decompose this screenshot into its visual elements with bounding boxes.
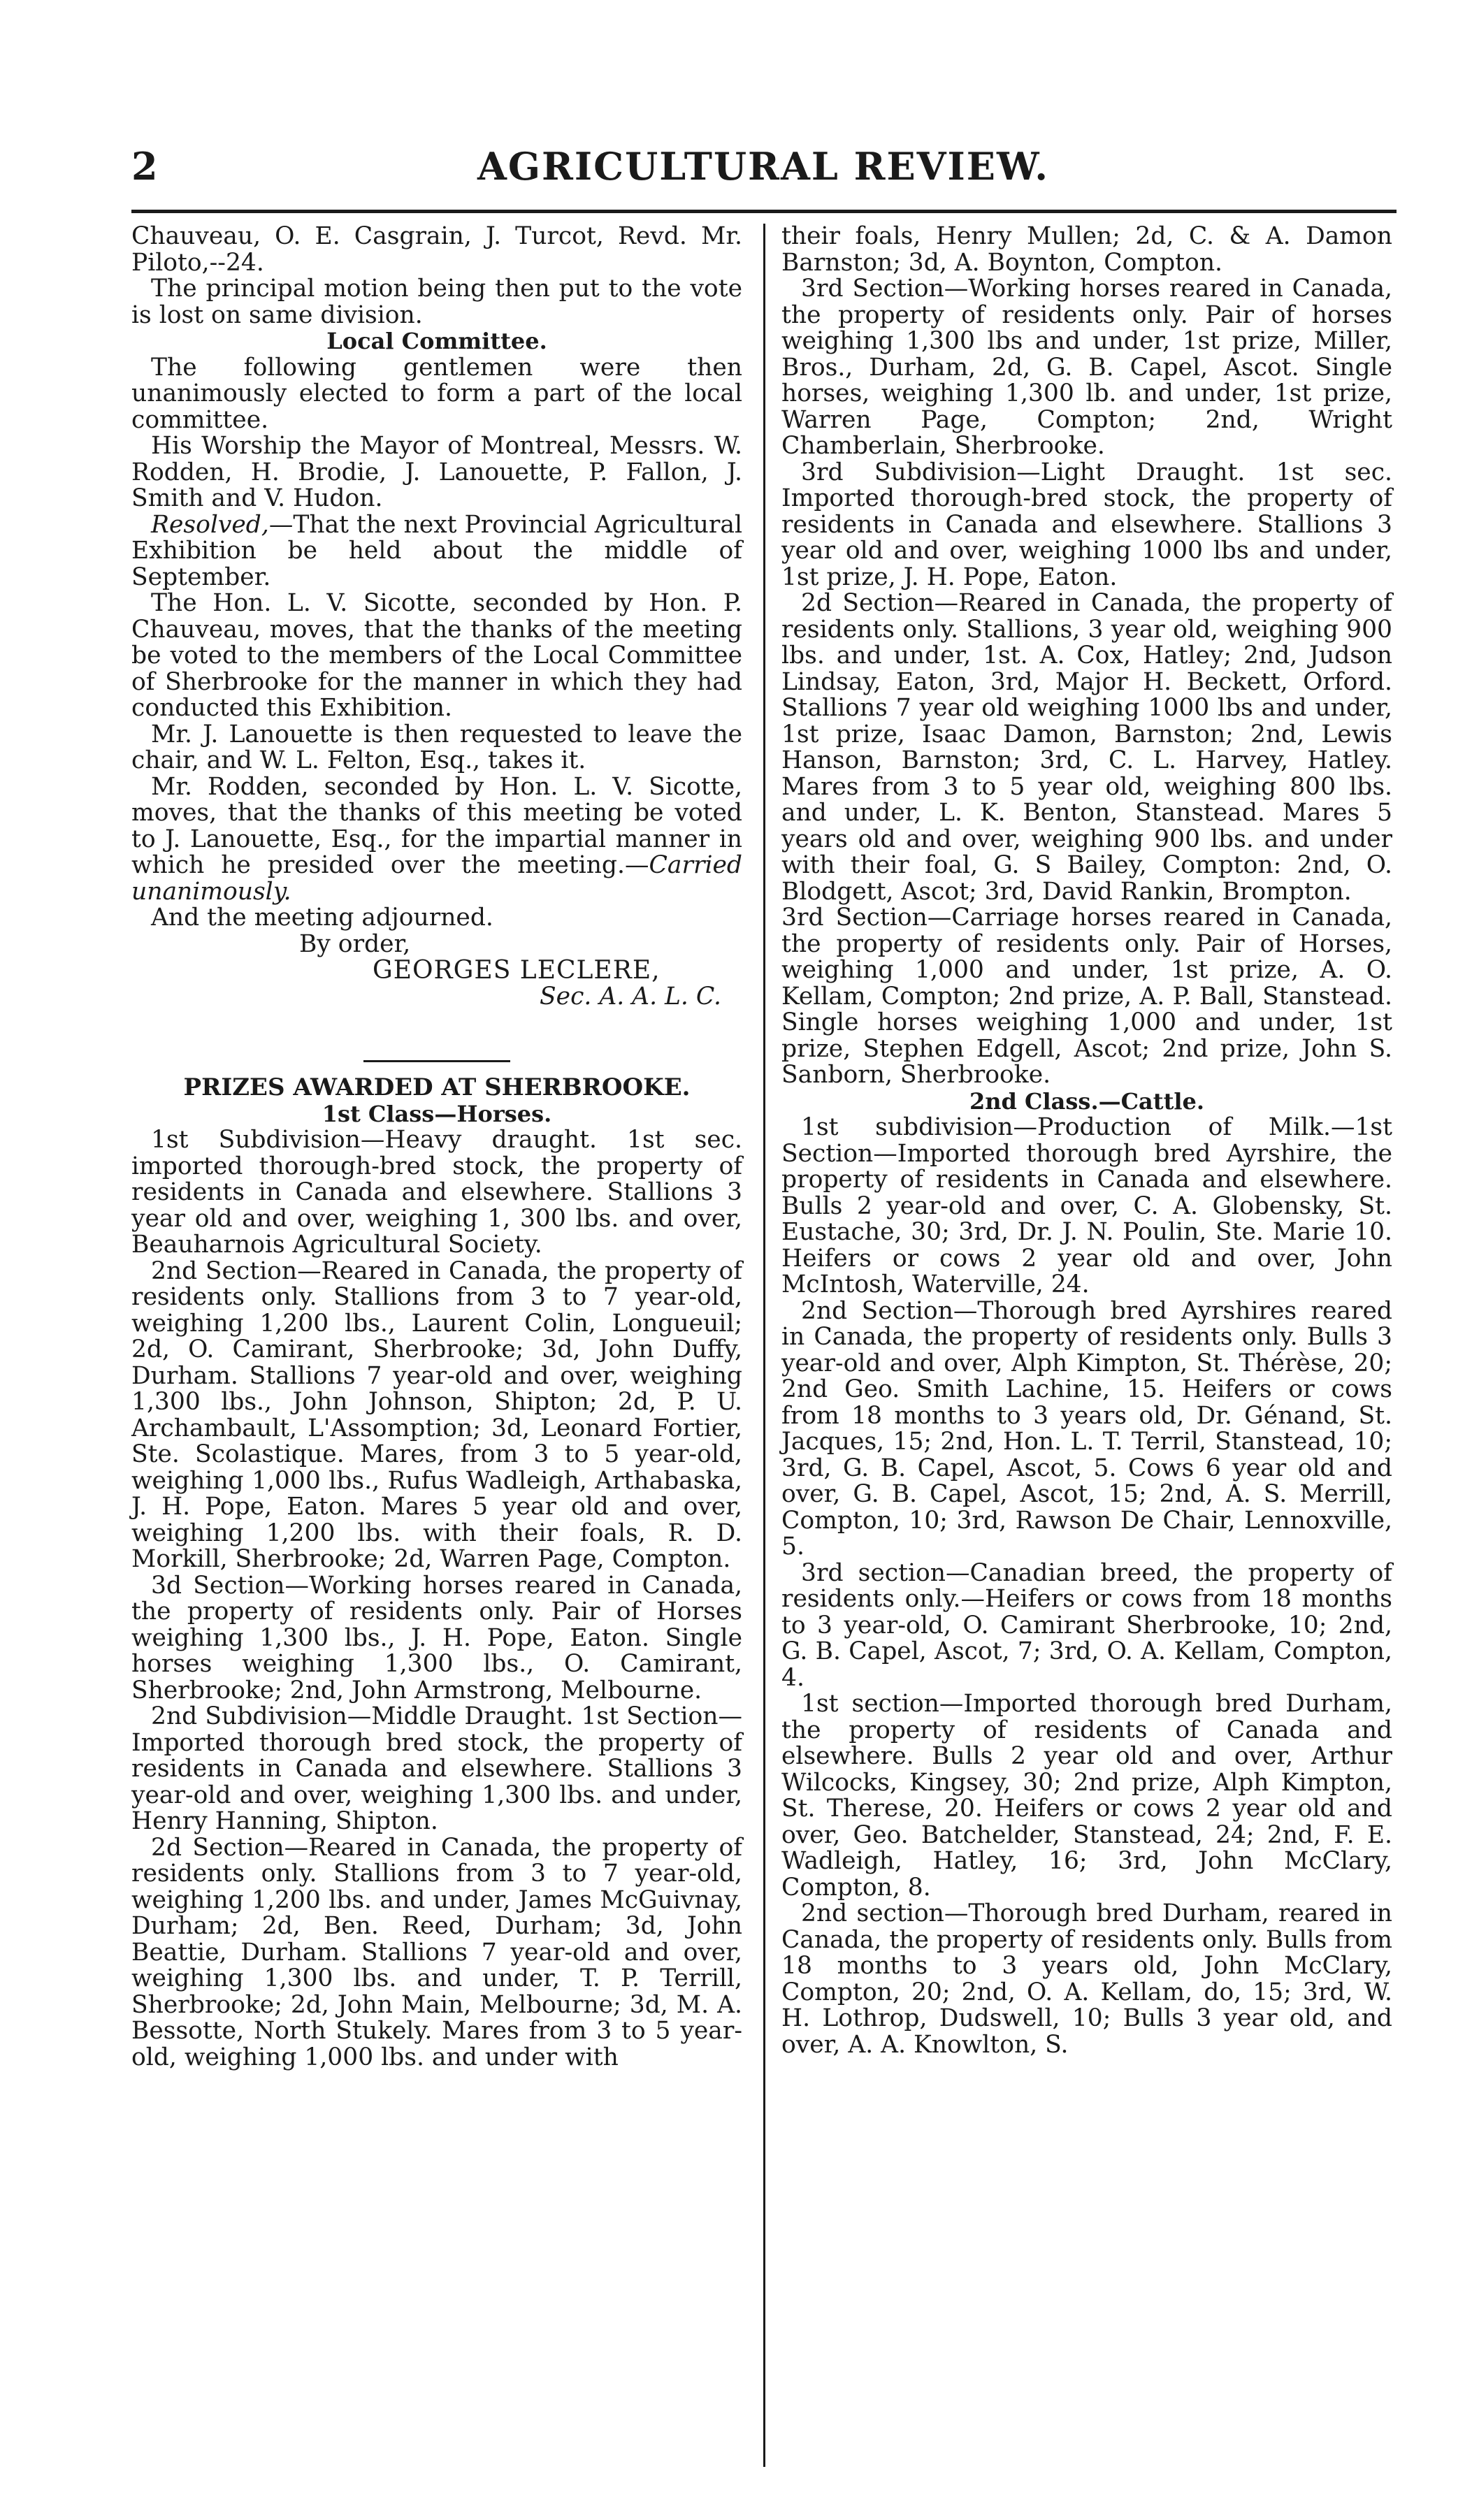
left-column: [131, 224, 742, 2071]
paragraph-text: —That the next Provincial Agricultural Exhibition be held about the middle of September.: [131, 510, 742, 591]
paragraph: The Hon. L. V. Sicotte, seconded by Hon. P. Chauveau, moves, that the thanks of the meeting be voted to the members of the Local Committee of Sherbrooke for the manner in which they had conducted this Exhibition.: [131, 589, 742, 722]
section-rule: [363, 1060, 510, 1062]
resolved-label: Resolved,: [151, 510, 269, 539]
paragraph: 3rd Section—Working horses reared in Canada, the property of residents only. Pair of horses weighing 1,300 lbs and under, 1st prize, Miller, Bros., Durham, 2d, G. B. Capel, Ascot. Single horses, weighing 1,300 lb. and under, 1st prize, Warren Page, Compton; 2nd, Wright Chamberlain, Sherbrooke.: [781, 275, 1392, 460]
paragraph: 2d Section—Reared in Canada, the property of residents only. Stallions from 3 to 7 year-old, weighing 1,200 lbs. and under, James McGuivnay, Durham; 2d, Ben. Reed, Durham; 3d, John Beattie, Durham. Stallions 7 year-old and over, weighing 1,300 lbs. and under, T. P. Terrill, Sherbrooke; 2d, John Main, Melbourne; 3d, M. A. Bessotte, North Stukely. Mares from 3 to 5 year-old, weighing 1,000 lbs. and under with: [131, 1833, 742, 2071]
header-rule: [131, 210, 1397, 213]
paragraph: 1st section—Imported thorough bred Durham, the property of residents of Canada and elsewhere. Bulls 2 year old and over, Arthur Wilcocks, Kingsey, 30; 2nd prize, Alph Kimpton, St. Therese, 20. Heifers or cows 2 year old and over, Geo. Batchelder, Stanstead, 24; 2nd, F. E. Wadleigh, Hatley, 16; 3rd, John McClary, Compton, 8.: [781, 1690, 1392, 1902]
signature-title: Sec. A. A. L. C.: [540, 982, 721, 1011]
paragraph: 1st subdivision—Production of Milk.—1st Section—Imported thorough bred Ayrshire, the property of residents in Canada and elsewhere. Bulls 2 year-old and over, C. A. Globensky, St. Eustache, 30; 3rd, Dr. J. N. Poulin, Ste. Marie 10. Heifers or cows 2 year old and over, John McIntosh, Waterville, 24.: [781, 1113, 1392, 1298]
paragraph: 2nd Subdivision—Middle Draught. 1st Section—Imported thorough bred stock, the property of residents in Canada and elsewhere. Stallions 3 year-old and over, weighing 1,300 lbs. and under, Henry Hanning, Shipton.: [131, 1702, 742, 1835]
paragraph: Mr. J. Lanouette is then requested to leave the chair, and W. L. Felton, Esq., takes it.: [131, 720, 742, 774]
paragraph: [131, 512, 742, 591]
paragraph-text: Mr. Rodden, seconded by Hon. L. V. Sicotte, moves, that the thanks of this meeting be voted to J. Lanouette, Esq., for the impartial manner in which he presided over the meeting.—: [131, 772, 742, 879]
right-column: [781, 224, 1392, 2058]
paragraph: 3rd Section—Carriage horses reared in Canada, the property of residents only. Pair of Horses, weighing 1,000 and under, 1st prize, A. O. Kellam, Compton; 2nd prize, A. P. Ball, Stanstead. Single horses weighing 1,000 and under, 1st prize, Stephen Edgell, Ascot; 2nd prize, John S. Sanborn, Sherbrooke.: [781, 904, 1392, 1089]
paragraph: Chauveau, O. E. Casgrain, J. Turcot, Revd. Mr. Piloto,--24.: [131, 222, 742, 277]
signature-by-order: By order,: [299, 929, 411, 958]
carried-text: Carried unanimously.: [131, 851, 742, 906]
paragraph: 3d Section—Working horses reared in Canada, the property of residents only. Pair of Horses weighing 1,300 lbs., J. H. Pope, Eaton. Single horses weighing 1,300 lbs., O. Camirant, Sherbrooke; 2nd, John Armstrong, Melbourne.: [131, 1571, 742, 1704]
paragraph: 3rd Subdivision—Light Draught. 1st sec. Imported thorough-bred stock, the property of residents in Canada and elsewhere. Stallions 3 year old and over, weighing 1000 lbs and under, 1st prize, J. H. Pope, Eaton.: [781, 458, 1392, 591]
paragraph: And the meeting adjourned.: [151, 904, 493, 932]
prizes-heading: PRIZES AWARDED AT SHERBROOKE.: [183, 1073, 691, 1101]
paragraph: 2nd Section—Reared in Canada, the property of residents only. Stallions from 3 to 7 year-old, weighing 1,200 lbs., Laurent Colin, Longueuil; 2d, O. Camirant, Sherbrooke; 3d, John Duffy, Durham. Stallions 7 year-old and over, weighing 1,300 lbs., John Johnson, Shipton; 2d, P. U. Archambault, L'Assomption; 3d, Leonard Fortier, Ste. Scolastique. Mares, from 3 to 5 year-old, weighing 1,000 lbs., Rufus Wadleigh, Arthabaska, J. H. Pope, Eaton. Mares 5 year old and over, weighing 1,200 lbs. with their foals, R. D. Morkill, Sherbrooke; 2d, Warren Page, Compton.: [131, 1257, 742, 1573]
page-header: [131, 137, 1395, 193]
paragraph: The principal motion being then put to the vote is lost on same division.: [131, 275, 742, 329]
paragraph: 2d Section—Reared in Canada, the property of residents only. Stallions, 3 year old, weighing 900 lbs. and under, 1st. A. Cox, Hatley; 2nd, Judson Lindsay, Eaton, 3rd, Major H. Beckett, Orford. Stallions 7 year old weighing 1000 lbs and under, 1st prize, Isaac Damon, Barnston; 2nd, Lewis Hanson, Barnston; 3rd, C. L. Harvey, Hatley. Mares from 3 to 5 year old, weighing 800 lbs. and under, L. K. Benton, Stanstead. Mares 5 years old and over, weighing 900 lbs. and under with their foal, G. S Bailey, Compton: 2nd, O. Blodgett, Ascot; 3rd, David Rankin, Brompton.: [781, 589, 1392, 906]
paragraph: their foals, Henry Mullen; 2d, C. & A. Damon Barnston; 3d, A. Boynton, Compton.: [781, 222, 1392, 277]
class-heading: 1st Class—Horses.: [322, 1100, 552, 1127]
paragraph: 2nd Section—Thorough bred Ayrshires reared in Canada, the property of residents only. Bulls 3 year-old and over, Alph Kimpton, St. Thérèse, 20; 2nd Geo. Smith Lachine, 15. Heifers or cows from 18 months to 3 years old, Dr. Génand, St. Jacques, 15; 2nd, Hon. L. T. Terril, Stanstead, 10; 3rd, G. B. Capel, Ascot, 5. Cows 6 year old and over, G. B. Capel, Ascot, 15; 2nd, A. S. Merrill, Compton, 10; 3rd, Rawson De Chair, Lennoxville, 5.: [781, 1296, 1392, 1560]
paragraph: 1st Subdivision—Heavy draught. 1st sec. imported thorough-bred stock, the property of residents in Canada and elsewhere. Stallions 3 year old and over, weighing 1, 300 lbs. and over, Beauharnois Agricultural Society.: [131, 1126, 742, 1259]
page-title: AGRICULTURAL REVIEW.: [477, 144, 1049, 189]
page-number: 2: [131, 144, 158, 189]
paragraph: The following gentlemen were then unanimously elected to form a part of the local committee.: [131, 353, 742, 434]
class-heading: 2nd Class.—Cattle.: [969, 1087, 1204, 1115]
paragraph: His Worship the Mayor of Montreal, Messrs. W. Rodden, H. Brodie, J. Lanouette, P. Fallon, J. Smith and V. Hudon.: [131, 432, 742, 512]
column-divider: [763, 224, 765, 2467]
paragraph: 2nd section—Thorough bred Durham, reared in Canada, the property of residents only. Bulls from 18 months to 3 years old, John McClary, Compton, 20; 2nd, O. A. Kellam, do, 15; 3rd, W. H. Lothrop, Dudswell, 10; Bulls 3 year old, and over, A. A. Knowlton, S.: [781, 1899, 1392, 2059]
paragraph: [131, 774, 742, 906]
local-committee-heading: Local Committee.: [326, 328, 547, 354]
signature-name: GEORGES LECLERE,: [373, 956, 661, 985]
paragraph: 3rd section—Canadian breed, the property of residents only.—Heifers or cows from 18 months to 3 year-old, O. Camirant Sherbrooke, 10; 2nd, G. B. Capel, Ascot, 7; 3rd, O. A. Kellam, Compton, 4.: [781, 1558, 1392, 1692]
